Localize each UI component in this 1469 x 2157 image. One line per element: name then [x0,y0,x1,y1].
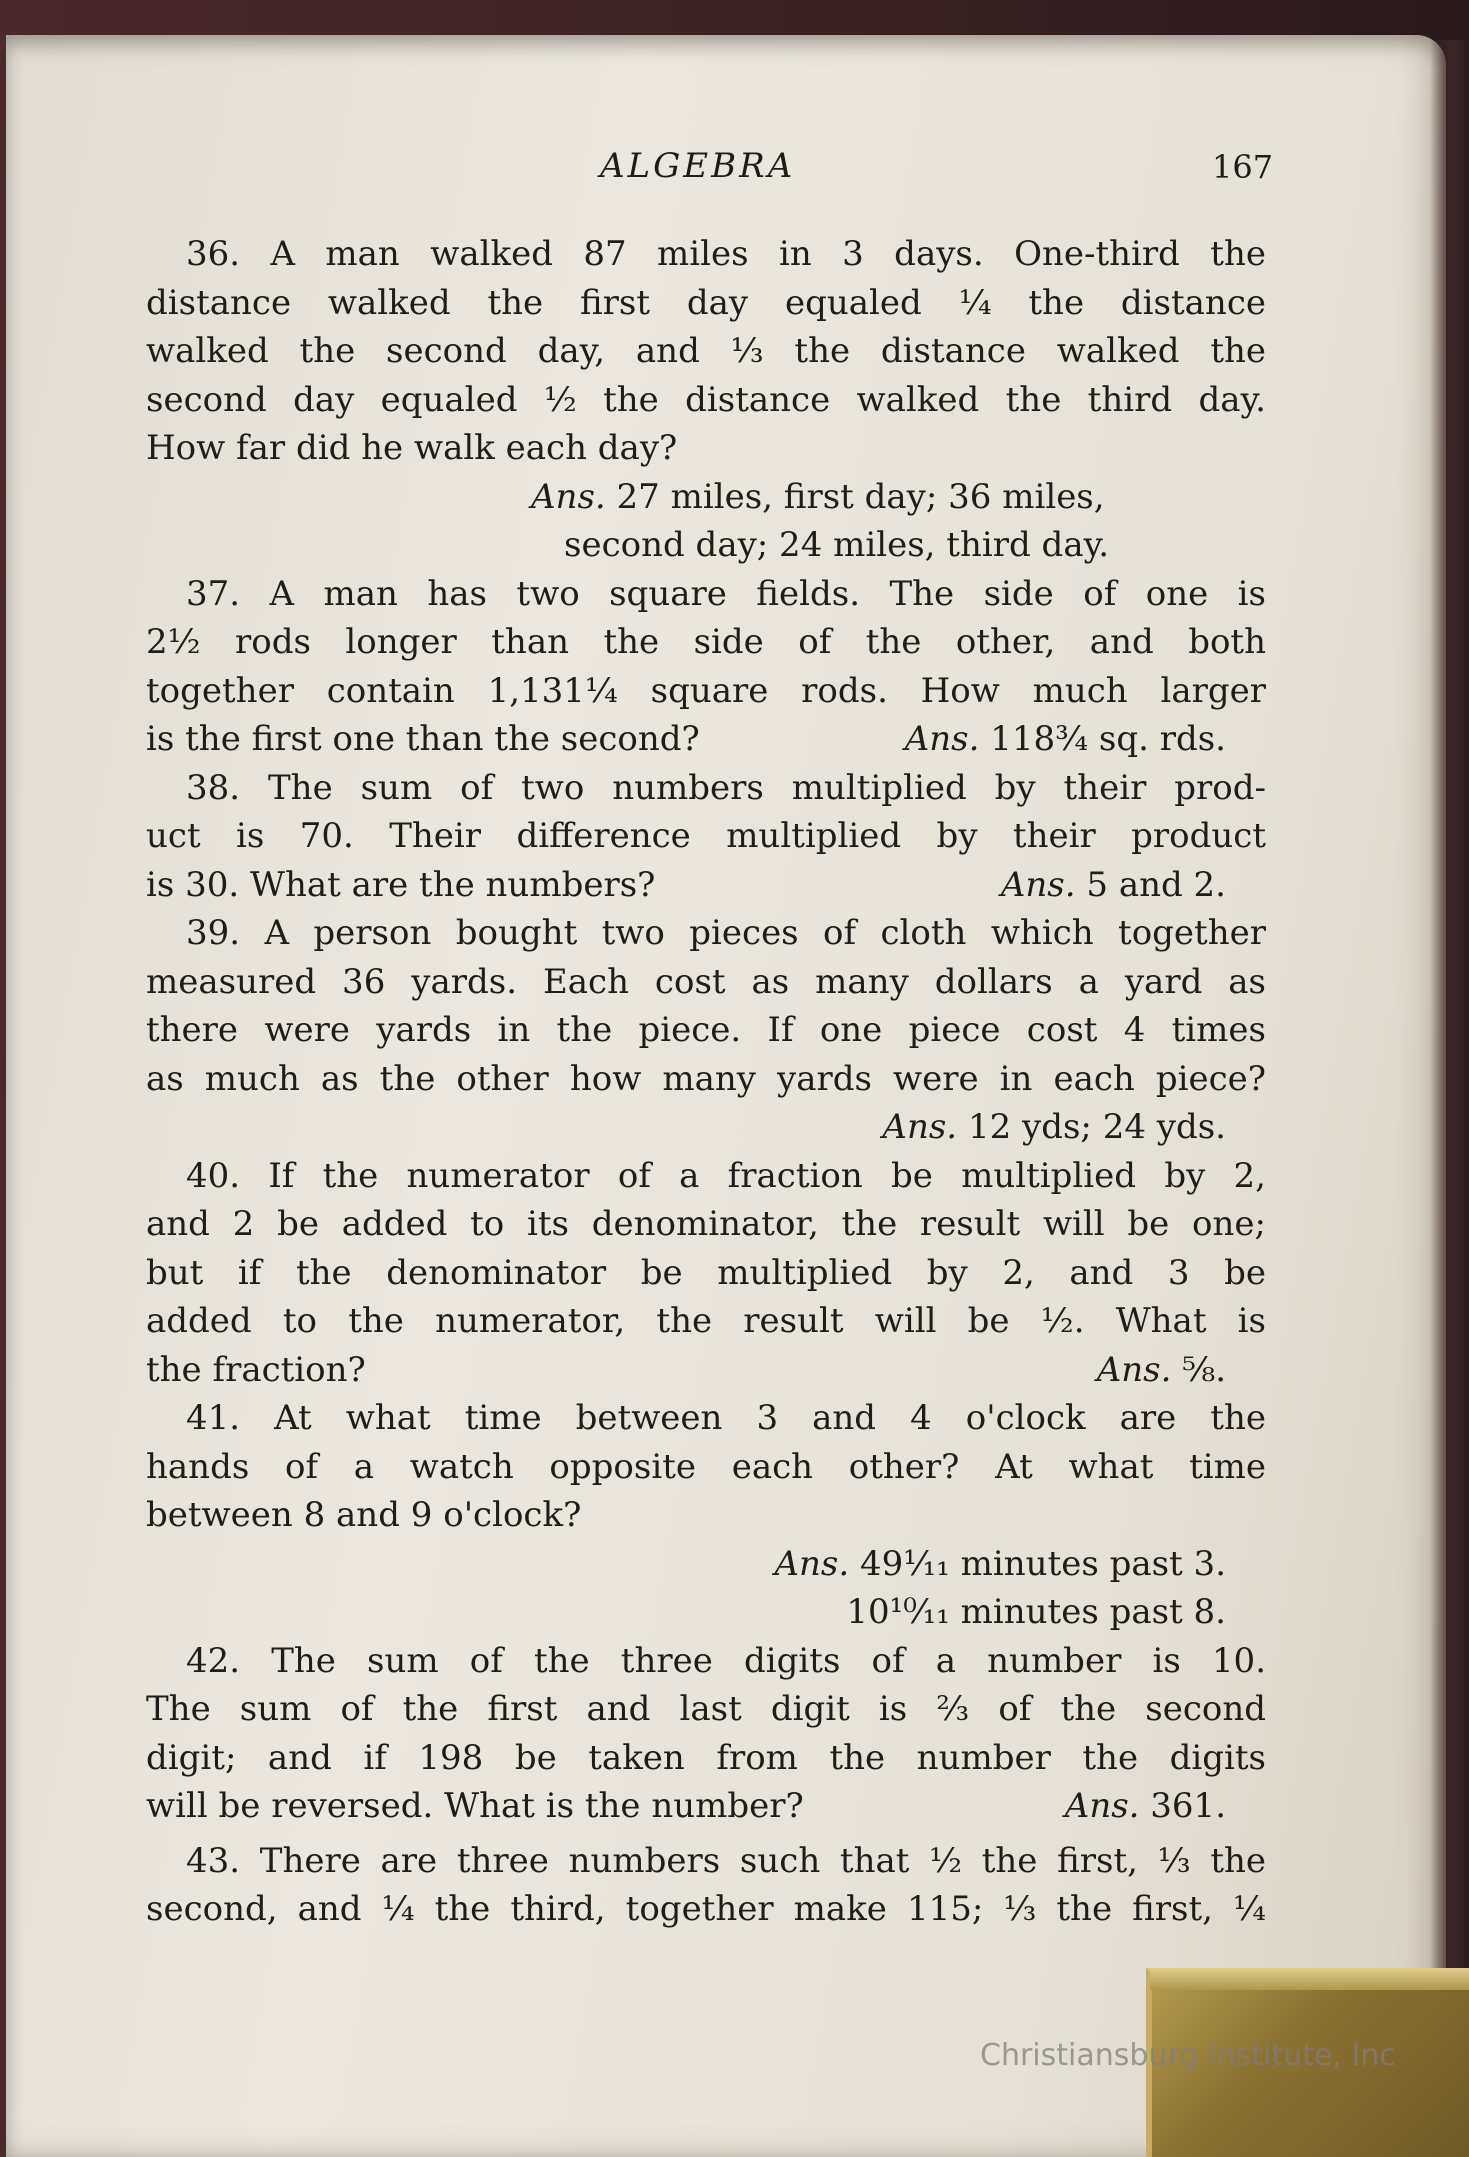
text-line: second, and ¼ the third, together make 115; ⅓ the first, ¼ [146,1889,1266,1929]
text-line: 43. There are three numbers such that ½ the first, ⅓ the [186,1840,1266,1881]
text-line: there were yards in the piece. If one piece cost 4 times [146,1010,1266,1050]
problem-37 [146,570,1266,764]
answer-text: 118¾ sq. rds. [990,719,1226,759]
text-line: together contain 1,131¼ square rods. How much larger [146,670,1266,711]
answer-text: 27 miles, first day; 36 miles, [616,476,1105,517]
problem-43 [146,1837,1266,1934]
text-line: as much as the other how many yards were in each piece? [146,1058,1266,1099]
text-line: added to the numerator, the result will be ½. What is [146,1301,1266,1341]
paperweight-top [1150,1968,1469,1990]
page-body [146,230,1266,1934]
question-text: the fraction? [146,1349,366,1390]
answer-label: Ans. [1064,1786,1140,1826]
answer [1065,1782,1226,1831]
text-line: 42. The sum of the three digits of a number is 10. [186,1640,1266,1681]
answer-label: Ans. [882,1107,958,1147]
answer-text: 5 and 2. [1086,864,1226,905]
text-line: between 8 and 9 o'clock? [146,1495,582,1535]
text-line: 38. The sum of two numbers multiplied by their prod- [186,767,1266,808]
problem-41 [146,1394,1266,1637]
answer [1097,1346,1226,1395]
text-line [146,1346,1266,1395]
answer-label: Ans. [774,1543,850,1584]
answer-text: 361. [1150,1786,1226,1826]
answer-line [146,473,1266,522]
answer-line: second day; 24 miles, third day. [564,525,1110,565]
answer-label: Ans. [904,719,980,759]
text-line [146,861,1266,910]
question-text: will be reversed. What is the number? [146,1786,804,1826]
page-number: 167 [1212,148,1274,186]
page-header [0,146,1469,196]
watermark: Christiansburg Institute, Inc [980,2038,1396,2073]
text-line: digit; and if 198 be taken from the number the digits [146,1737,1266,1778]
problem-39 [146,909,1266,1152]
answer-line [146,1540,1266,1589]
page-edge-shadow [1430,40,1469,1970]
problem-40 [146,1152,1266,1395]
text-line: measured 36 yards. Each cost as many dollars a yard as [146,961,1266,1002]
text-line: 40. If the numerator of a fraction be multiplied by 2, [186,1155,1266,1196]
answer-label: Ans. [1000,864,1076,905]
text-line [146,1782,1266,1831]
question-text: is the first one than the second? [146,719,700,759]
text-line: The sum of the first and last digit is ⅔ of the second [146,1689,1266,1729]
answer-text: ⅝. [1182,1349,1226,1390]
text-line: 37. A man has two square fields. The side of one is [186,573,1266,614]
question-text: is 30. What are the numbers? [146,864,656,905]
text-line: second day equaled ½ the distance walked the third day. [146,379,1266,420]
text-line: walked the second day, and ⅓ the distance walked the [146,331,1266,371]
text-line: but if the denominator be multiplied by 2, and 3 be [146,1252,1266,1293]
text-line: uct is 70. Their difference multiplied by their product [146,816,1266,856]
text-line: hands of a watch opposite each other? At what time [146,1446,1266,1487]
text-line: distance walked the first day equaled ¼ the distance [146,282,1266,323]
answer-text: 12 yds; 24 yds. [967,1107,1226,1147]
answer-line [146,1103,1266,1152]
text-line: 39. A person bought two pieces of cloth which together [186,913,1266,953]
answer-text: 49¹⁄₁₁ minutes past 3. [860,1543,1226,1584]
text-line: 36. A man walked 87 miles in 3 days. One-third the [186,234,1266,274]
answer [1001,861,1226,910]
text-line: 2½ rods longer than the side of the other, and both [146,622,1266,662]
problem-42 [146,1637,1266,1831]
running-title: ALGEBRA [600,146,796,186]
text-line: How far did he walk each day? [146,428,678,468]
problem-38 [146,764,1266,910]
text-line [146,715,1266,764]
answer-label: Ans. [1096,1349,1172,1390]
problem-36 [146,230,1266,570]
text-line: and 2 be added to its denominator, the result will be one; [146,1204,1266,1244]
text-line: 41. At what time between 3 and 4 o'clock are the [186,1398,1266,1438]
answer-line: 10¹⁰⁄₁₁ minutes past 8. [846,1592,1226,1632]
answer [905,715,1226,764]
answer-label: Ans. [531,476,606,517]
